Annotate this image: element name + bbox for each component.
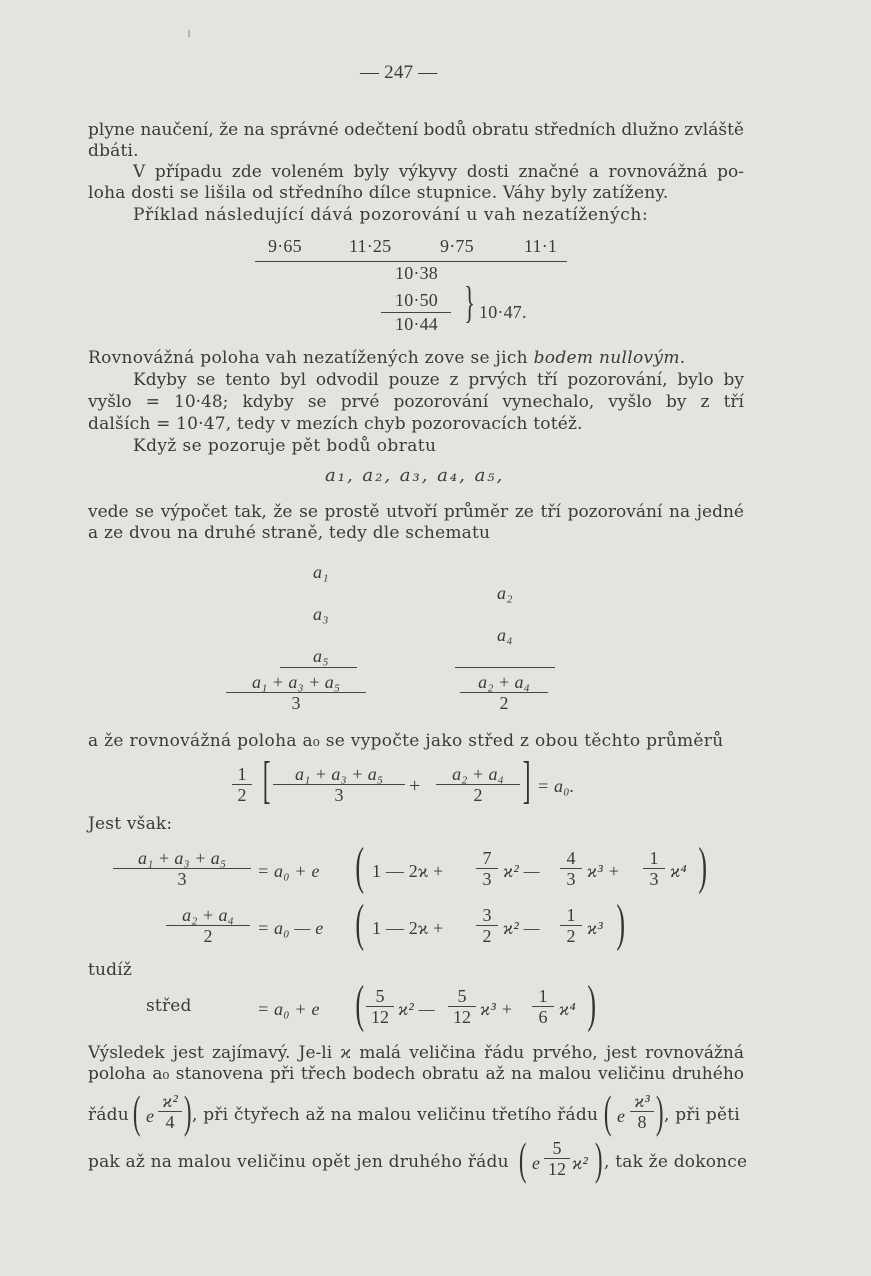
formula-term: e	[146, 1106, 155, 1126]
obs-mean: 10·44	[395, 314, 438, 334]
coef: $\frac{1}{3}$	[643, 848, 665, 889]
paren: (	[355, 838, 364, 895]
paren: (	[355, 895, 364, 952]
formula-rhs: = a₀ — e	[257, 918, 324, 938]
paren: )	[698, 838, 707, 895]
obs-value: 9·65	[268, 236, 302, 256]
paren: (	[603, 1086, 612, 1137]
coef: $\frac{5}{12}$	[366, 986, 394, 1027]
formula-term: ϰ⁴	[670, 861, 687, 881]
schema-left: a₅	[313, 646, 329, 666]
formula-term: 1 — 2ϰ +	[372, 861, 444, 881]
text-line: Kdyby se tento byl odvodil pouze z prvých tří pozorování, bylo by	[133, 370, 744, 390]
formula-term: e	[532, 1153, 541, 1173]
schema-left: a₃	[313, 604, 329, 624]
text-line: střed	[146, 996, 192, 1016]
text-line: Rovnovážná poloha vah nezatížených zove se jich bodem nullovým.	[88, 348, 686, 368]
text-line: , při pěti	[664, 1105, 740, 1125]
formula-term: ϰ² —	[503, 861, 540, 881]
obs-value: 11·1	[524, 236, 558, 256]
formula-term: ϰ²	[572, 1153, 588, 1173]
schema-right-mean: $\frac{\text{a₂ + a₄}}{2}$	[436, 764, 520, 805]
rule	[255, 261, 567, 262]
obs-mean: 10·50	[395, 290, 438, 310]
paren: )	[183, 1086, 192, 1137]
text-line: Příklad následující dává pozorování u vah nezatížených:	[133, 205, 649, 225]
paren: )	[616, 895, 625, 952]
coef: $\frac{3}{2}$	[476, 905, 498, 946]
schema-right: a₂	[497, 583, 513, 603]
paren: )	[655, 1086, 664, 1137]
obs-mean: 10·38	[395, 263, 438, 283]
rule	[455, 667, 555, 668]
paren: (	[132, 1086, 141, 1137]
text-line: dalších = 10·47, tedy v mezích chyb pozorovacích totéž.	[88, 414, 583, 434]
text-line: Jest však:	[88, 814, 173, 834]
formula-rhs: = a₀ + e	[257, 999, 320, 1019]
coef: $\frac{5}{12}$	[448, 986, 476, 1027]
schema-right-mean: $\frac{\text{a₂ + a₄}}{2}$	[460, 672, 548, 713]
formula-term: ϰ² —	[398, 999, 435, 1019]
text-line: a ze dvou na druhé straně, tedy dle schematu	[88, 523, 491, 543]
text-line: , tak že dokonce	[604, 1152, 748, 1172]
coef: $\frac{4}{3}$	[560, 848, 582, 889]
bracket: ]	[522, 752, 531, 809]
text-line: řádu	[88, 1105, 129, 1125]
obs-value: 11·25	[349, 236, 392, 256]
text-line: plyne naučení, že na správné odečtení bodů obratu středních dlužno zvláště	[88, 120, 744, 140]
rule	[280, 667, 357, 668]
paren: (	[355, 976, 364, 1033]
text-line: Když se pozoruje pět bodů obratu	[133, 436, 437, 456]
obs-result: 10·47.	[479, 302, 527, 322]
brace: }	[464, 278, 475, 327]
eq-a0: = a₀.	[537, 776, 575, 796]
text-line: a že rovnovážná poloha a₀ se vypočte jako střed z obou těchto průměrů	[88, 731, 724, 751]
obs-value: 9·75	[440, 236, 474, 256]
coef: $\frac{1}{6}$	[532, 986, 554, 1027]
coef: $\frac{\text{ϰ²}}{4}$	[158, 1091, 182, 1132]
formula-rhs: = a₀ + e	[257, 861, 320, 881]
schema-left-mean: $\frac{\text{a₁ + a₃ + a₅}}{3}$	[113, 848, 251, 889]
text-line: pak až na malou veličinu opět jen druhého řádu	[88, 1152, 509, 1172]
coef: $\frac{\text{ϰ³}}{8}$	[630, 1091, 654, 1132]
coef: $\frac{5}{12}$	[544, 1138, 570, 1179]
rule	[381, 312, 451, 313]
plus-sign: +	[409, 775, 421, 797]
text-line: dbáti.	[88, 141, 139, 161]
paren: )	[594, 1133, 603, 1184]
bracket: [	[262, 752, 271, 809]
text-line: vede se výpočet tak, že se prostě utvoří průměr ze tří pozorování na jedné	[88, 502, 744, 522]
text-line: poloha a₀ stanovena při třech bodech obratu až na malou veličinu druhého	[88, 1064, 744, 1084]
page-number: — 247 —	[360, 62, 438, 83]
turning-points: a₁, a₂, a₃, a₄, a₅,	[325, 465, 505, 486]
text-line: V případu zde voleném byly výkyvy dosti značné a rovnovážná po-	[133, 162, 744, 182]
text-line: Výsledek jest zajímavý. Je-li ϰ malá veličina řádu prvého, jest rovnovážná	[88, 1043, 744, 1063]
text-line: vyšlo = 10·48; kdyby se prvé pozorování vynechalo, vyšlo by z tří	[88, 392, 744, 412]
schema-left-mean: $\frac{\text{a₁ + a₃ + a₅}}{3}$	[273, 764, 405, 805]
formula-term: ϰ³ +	[480, 999, 513, 1019]
coef: $\frac{7}{3}$	[476, 848, 498, 889]
formula-term: ϰ³	[587, 918, 603, 938]
frac-half: $\frac{1}{2}$	[232, 764, 252, 805]
text-line: , při čtyřech až na malou veličinu třetího řádu	[192, 1105, 599, 1125]
schema-right: a₄	[497, 625, 513, 645]
paper-mark	[188, 30, 190, 37]
coef: $\frac{1}{2}$	[560, 905, 582, 946]
formula-term: ϰ⁴	[559, 999, 576, 1019]
text-line: tudíž	[88, 960, 133, 980]
schema-left: a₁	[313, 562, 329, 582]
paren: (	[518, 1133, 527, 1184]
formula-term: ϰ² —	[503, 918, 540, 938]
paren: )	[587, 976, 596, 1033]
formula-term: e	[617, 1106, 626, 1126]
text-line: loha dosti se lišila od středního dílce stupnice. Váhy byly zatíženy.	[88, 183, 669, 203]
schema-left-mean: $\frac{\text{a₁ + a₃ + a₅}}{3}$	[226, 672, 366, 713]
formula-term: ϰ³ +	[587, 861, 620, 881]
formula-term: 1 — 2ϰ +	[372, 918, 444, 938]
schema-right-mean: $\frac{\text{a₂ + a₄}}{2}$	[166, 905, 250, 946]
